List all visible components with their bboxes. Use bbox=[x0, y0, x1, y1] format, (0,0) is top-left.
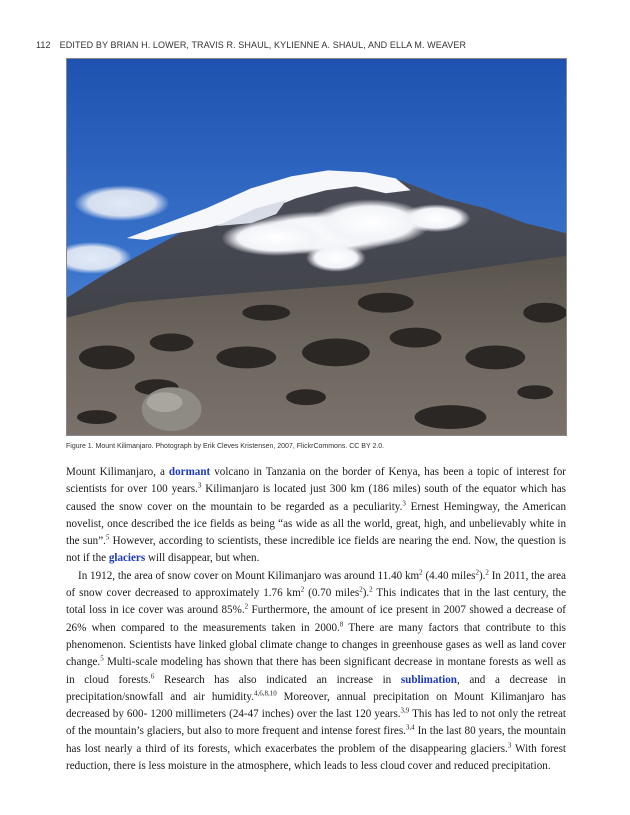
text-run: However, according to scientists, these incredible ice fields are nearing the end. Now, the question is not if the bbox=[66, 535, 566, 565]
link-dormant[interactable]: dormant bbox=[168, 466, 211, 478]
superscript: 2 bbox=[359, 585, 363, 594]
citation: 5 bbox=[105, 533, 110, 542]
citation: 8 bbox=[339, 619, 344, 628]
citation: 3,4 bbox=[405, 723, 415, 732]
citation: 2 bbox=[485, 568, 489, 577]
text-run: Mount Kilimanjaro, a bbox=[66, 466, 169, 478]
text-run: volcano in Tanzania on the border of Kenya, has been a topic of interest for scientists for over 100 years. bbox=[66, 466, 566, 496]
text-run: Moreover, annual precipitation on Mount Kilimanjaro has decreased by 600- 1200 millimeters (24-47 inches) over the last 120 years. bbox=[66, 690, 566, 721]
running-title: EDITED BY BRIAN H. LOWER, TRAVIS R. SHAUL, KYLIENNE A. SHAUL, AND ELLA M. WEAVER bbox=[59, 40, 467, 50]
text-run: Research has also indicated an increase in bbox=[154, 673, 401, 686]
superscript: 2 bbox=[300, 585, 305, 594]
running-header bbox=[36, 40, 596, 50]
paragraph-2 bbox=[66, 568, 566, 776]
page-number: 112 bbox=[36, 40, 51, 50]
text-run: Multi-scale modeling has shown that there has been significant decrease in montane forests as well as in cloud forests. bbox=[66, 656, 566, 686]
citation: 3 bbox=[197, 481, 202, 490]
citation: 2 bbox=[244, 602, 249, 611]
citation: 6 bbox=[150, 671, 155, 680]
link-sublimation[interactable]: sublimation bbox=[400, 673, 457, 686]
superscript: 2 bbox=[475, 568, 479, 577]
citation: 3,9 bbox=[400, 706, 410, 715]
text-run: With forest reduction, there is less moisture in the atmosphere, which leads to less cloud cover and reduced precipitation. bbox=[66, 742, 567, 773]
body-text bbox=[66, 464, 566, 775]
boulder-highlight bbox=[147, 392, 183, 412]
text-run: In 1912, the area of snow cover on Mount Kilimanjaro was around 11.40 km bbox=[78, 569, 420, 582]
text-run: Furthermore, the amount of ice present in 2007 showed a decrease of 26% when compared to the measurements taken in 2000. bbox=[66, 604, 566, 634]
link-glaciers[interactable]: glaciers bbox=[108, 552, 146, 565]
text-run: ). bbox=[478, 569, 486, 582]
paragraph-1 bbox=[66, 464, 566, 568]
text-run: , and a decrease in precipitation/snowfall and air humidity. bbox=[66, 673, 566, 703]
text-run: ). bbox=[362, 587, 370, 600]
text-run: There are many factors that contribute to this phenomenon. Scientists have linked global climate change to changes in greenhouse gases as well as land cover change. bbox=[66, 621, 567, 669]
figure-photo-kilimanjaro bbox=[66, 58, 567, 436]
text-run: (4.40 miles bbox=[422, 569, 476, 582]
text-run: This has led to not only the retreat of the mountain’s glaciers, but also to more frequent and intense forest fires. bbox=[66, 708, 566, 738]
text-run: This indicates that in the last century, the total loss in ice cover was around 85%. bbox=[66, 587, 566, 617]
citation: 2 bbox=[369, 585, 373, 594]
text-run: Ernest Hemingway, the American novelist, once described the ice fields as being “as wide as all the world, great, high, and unbelievably white in the sun”. bbox=[66, 500, 566, 548]
text-run: Kilimanjaro is located just 300 km (186 miles) south of the equator which has caused the snow cover on the mountain to be regarded as a peculiarity. bbox=[66, 483, 566, 513]
citation: 3 bbox=[402, 498, 406, 507]
figure-caption: Figure 1. Mount Kilimanjaro. Photograph by Erik Cleves Kristensen, 2007, FlickrCommons. CC BY 2.0. bbox=[66, 443, 385, 450]
citation: 3 bbox=[507, 741, 512, 750]
text-run: In 2011, the area of snow cover decreased to approximately 1.76 km bbox=[66, 569, 566, 600]
text-run: will disappear, but when. bbox=[145, 552, 260, 565]
mountain-illustration bbox=[67, 59, 566, 435]
text-run: (0.70 miles bbox=[304, 587, 360, 600]
text-run: In the last 80 years, the mountain has lost nearly a third of its forests, which exacerbates the problem of the disappearing glaciers. bbox=[66, 725, 566, 755]
citation: 5 bbox=[100, 654, 104, 663]
citation: 4,6,8,10 bbox=[253, 689, 277, 698]
superscript: 2 bbox=[419, 568, 423, 577]
